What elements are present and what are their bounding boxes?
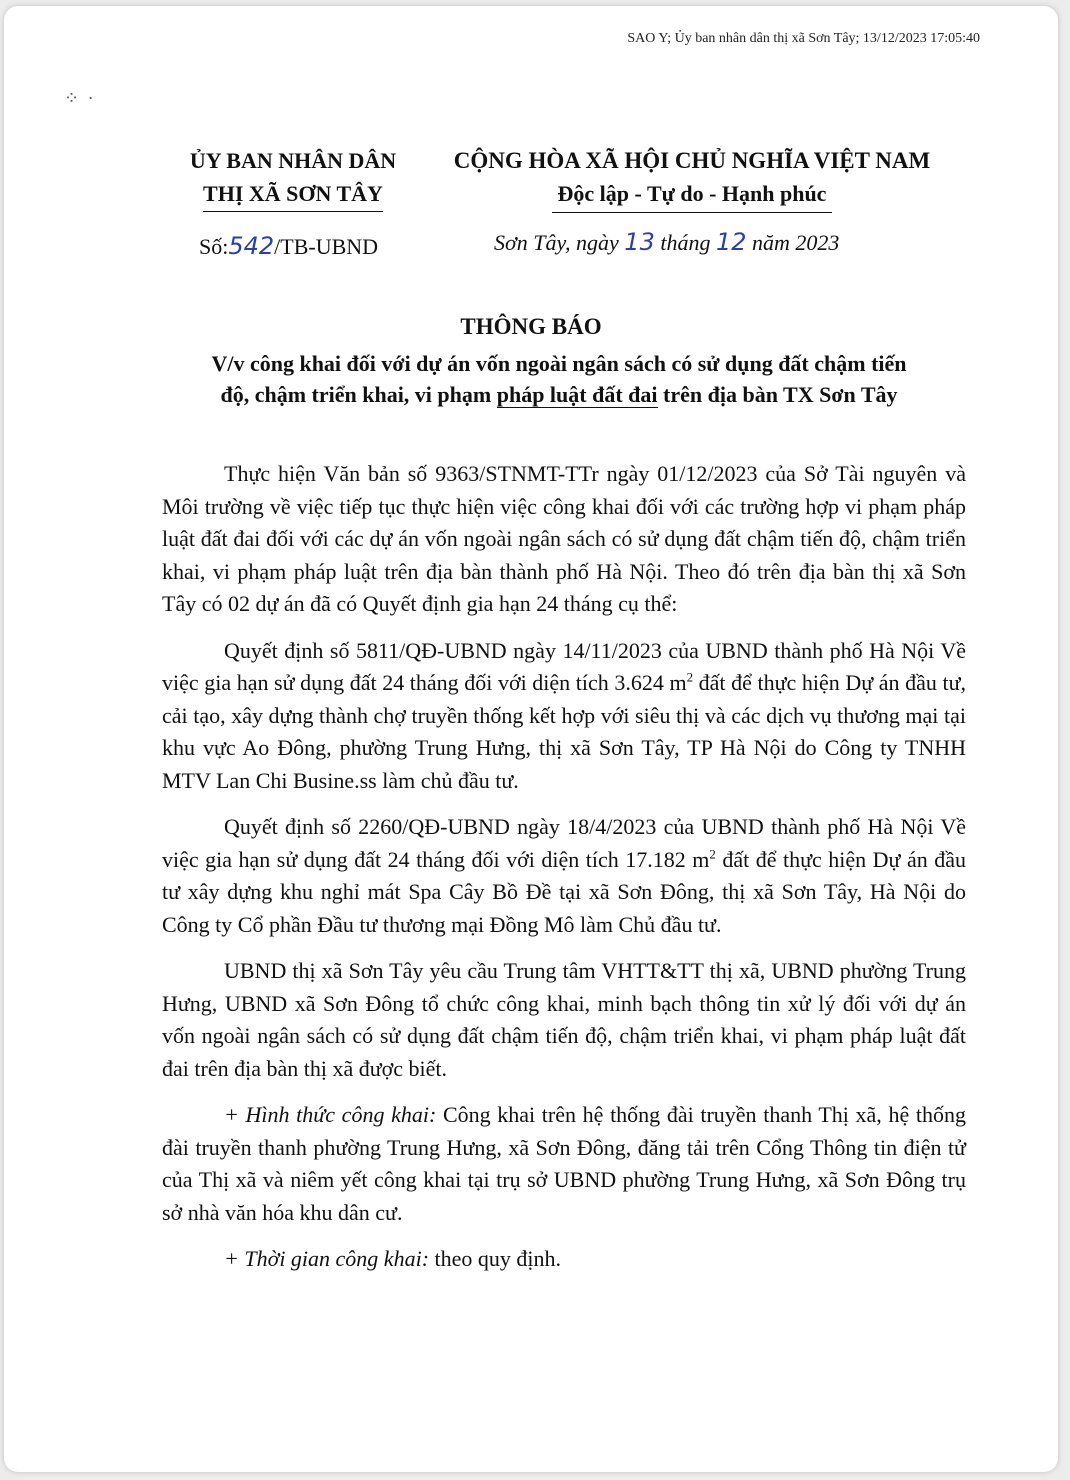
publicity-form-label: + Hình thức công khai: (224, 1102, 437, 1127)
scan-specks: ⁘ · (64, 88, 96, 108)
date-prefix: Sơn Tây, ngày (494, 230, 625, 255)
doc-number-suffix: /TB-UBND (274, 234, 379, 259)
paragraph-3-part-a: Quyết định số 2260/QĐ-UBND ngày 18/4/2023 của UBND thành phố Hà Nội Về việc gia hạn sử dụng đất 24 tháng đối với diện tích 17.182 m (162, 814, 966, 872)
date-year: năm 2023 (746, 230, 840, 255)
paragraph-2 (162, 635, 966, 798)
issue-date (494, 228, 839, 256)
nation-name: CỘNG HÒA XÃ HỘI CHỦ NGHĨA VIỆT NAM (453, 148, 931, 173)
doc-number-prefix: Số: (199, 234, 229, 259)
paragraph-3 (162, 811, 966, 941)
subject-line-2-underlined: pháp luật đất đai (496, 382, 658, 407)
doc-number-handwritten: 542 (228, 232, 275, 260)
authority-line-2: THỊ XÃ SƠN TÂY (203, 177, 383, 212)
paragraph-6 (162, 1243, 966, 1276)
document-title: THÔNG BÁO (460, 314, 602, 339)
digital-copy-stamp: SAO Y; Ủy ban nhân dân thị xã Sơn Tây; 13/12/2023 17:05:40 (627, 31, 980, 46)
authority-line-1: ỦY BAN NHÂN DÂN (189, 148, 397, 173)
paragraph-2-part-a: Quyết định số 5811/QĐ-UBND ngày 14/11/2023 của UBND thành phố Hà Nội Về việc gia hạn sử dụng đất 24 tháng đối với diện tích 3.624 m (162, 637, 966, 695)
paragraph-4: UBND thị xã Sơn Tây yêu cầu Trung tâm VHTT&TT thị xã, UBND phường Trung Hưng, UBND xã Sơn Đông tổ chức công khai, minh bạch thông tin xử lý đối với dự án vốn ngoài ngân sách có sử dụng đất chậm tiến độ, chậm triển khai, vi phạm pháp luật đất đai trên địa bàn thị xã được biết. (162, 958, 966, 1081)
document-number (199, 232, 378, 260)
date-day-handwritten: 13 (624, 228, 655, 256)
subject-line-2 (154, 379, 964, 410)
area-unit-superscript: 2 (709, 846, 716, 862)
document-subject (154, 348, 964, 410)
issuing-authority (174, 144, 412, 212)
paragraph-2-part-b: đất để thực hiện Dự án đầu tư, cải tạo, xây dựng thành chợ truyền thống kết hợp với siêu thị và các dịch vụ thương mại tại khu vực Ao Đông, phường Trung Hưng, thị xã Sơn Tây, TP Hà Nội do Công ty TNHH MTV Lan Chi Busine.ss làm chủ đầu tư. (162, 670, 966, 793)
date-month-label: tháng (654, 230, 716, 255)
publicity-time-text: theo quy định. (429, 1246, 562, 1271)
document-page (4, 6, 1058, 1472)
paragraph-3-part-b: đất để thực hiện Dự án đầu tư xây dựng khu nghỉ mát Spa Cây Bồ Đề tại xã Sơn Đông, thị xã Sơn Tây, Hà Nội do Công ty Cổ phần Đầu tư thương mại Đồng Mô làm Chủ đầu tư. (162, 846, 966, 937)
publicity-form-text: Công khai trên hệ thống đài truyền thanh Thị xã, hệ thống đài truyền thanh phường Trung Hưng, xã Sơn Đông, đăng tải trên Cổng Thông tin điện tử của Thị xã và niêm yết công khai tại trụ sở UBND phường Trung Hưng, xã Sơn Đông trụ sở nhà văn hóa khu dân cư. (162, 1102, 966, 1225)
document-body (162, 458, 966, 1290)
national-motto: Độc lập - Tự do - Hạnh phúc (552, 177, 833, 213)
date-month-handwritten: 12 (715, 228, 747, 256)
paragraph-1: Thực hiện Văn bản số 9363/STNMT-TTr ngày 01/12/2023 của Sở Tài nguyên và Môi trường về việc tiếp tục thực hiện việc công khai đối với các trường hợp vi phạm pháp luật đất đai đối với các dự án vốn ngoài ngân sách có sử dụng đất chậm tiến độ, chậm triển khai, vi phạm pháp luật trên địa bàn thành phố Hà Nội. Theo đó trên địa bàn thị xã Sơn Tây có 02 dự án đã có Quyết định gia hạn 24 tháng cụ thể: (162, 461, 966, 616)
subject-line-2-part-a: độ, chậm triển khai, vi phạm (220, 382, 497, 407)
paragraph-5 (162, 1099, 966, 1229)
subject-line-2-part-c: trên địa bàn TX Sơn Tây (657, 382, 898, 407)
area-unit-superscript: 2 (686, 669, 694, 685)
publicity-time-label: + Thời gian công khai: (224, 1246, 430, 1271)
national-heading (434, 144, 950, 213)
subject-line-1: V/v công khai đối với dự án vốn ngoài ngân sách có sử dụng đất chậm tiến (211, 351, 907, 376)
